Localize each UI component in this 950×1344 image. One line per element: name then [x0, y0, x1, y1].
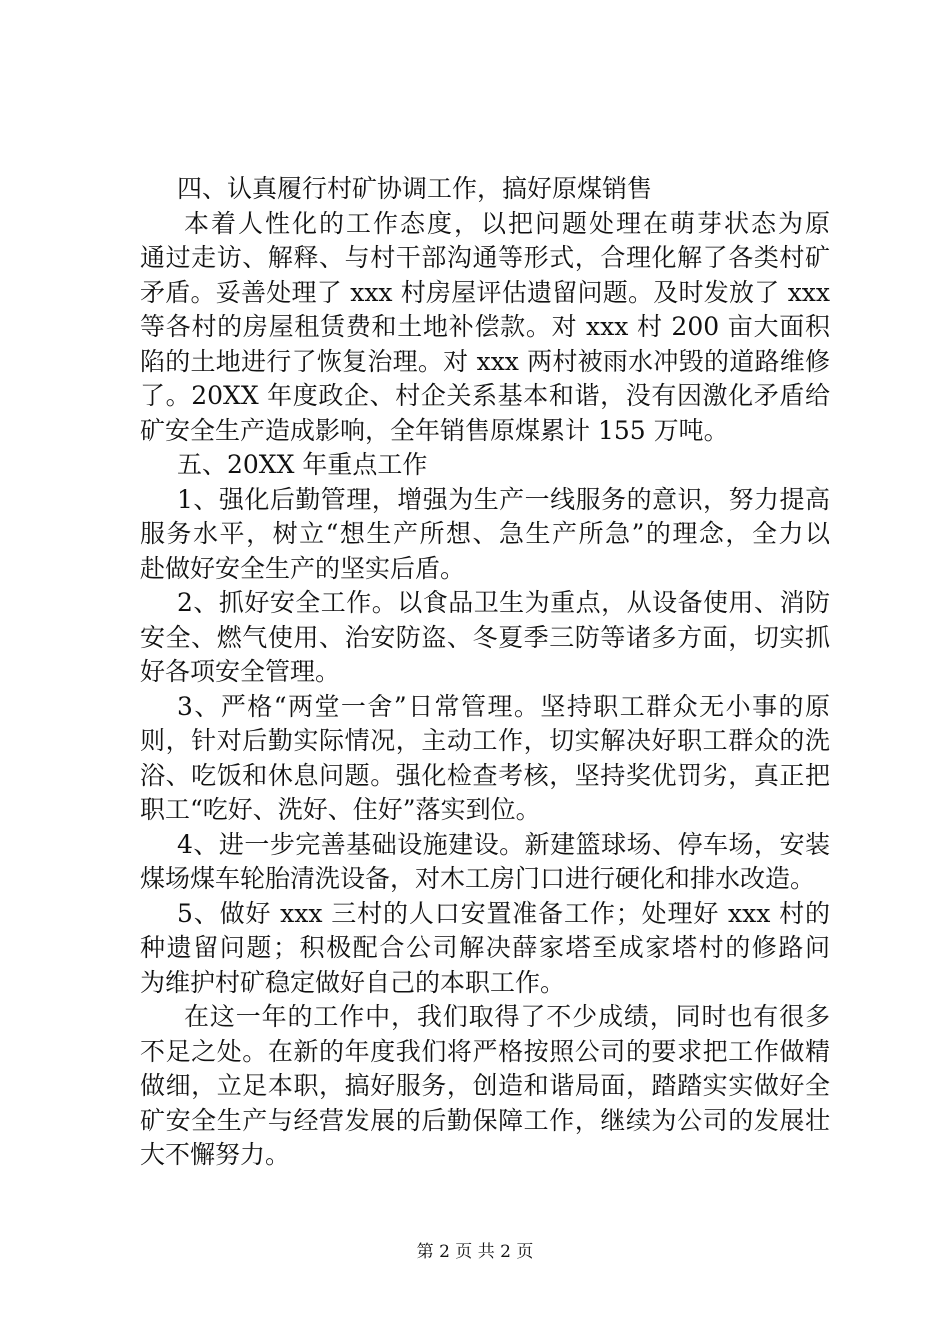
paragraph-line: 2、抓好安全工作。以食品卫生为重点，从设备使用、消防	[177, 588, 830, 617]
paragraph-line: 职工“吃好、洗好、住好”落实到位。	[140, 795, 541, 824]
paragraph-line: 1、强化后勤管理，增强为生产一线服务的意识，努力提高	[177, 484, 830, 514]
document-body	[140, 172, 830, 1173]
paragraph-line: 在这一年的工作中，我们取得了不少成绩，同时也有很多	[184, 1002, 830, 1031]
paragraph-line: 种遗留问题；积极配合公司解决薛家塔至成家塔村的修路问	[140, 933, 830, 962]
paragraph-line: 等各村的房屋租赁费和土地补偿款。对 xxx 村 200 亩大面积	[140, 312, 830, 341]
section-heading: 四、认真履行村矿协调工作，搞好原煤销售	[177, 174, 653, 203]
section-heading: 五、20XX 年重点工作	[177, 450, 428, 479]
paragraph-line: 3、严格“两堂一舍”日常管理。坚持职工群众无小事的原	[177, 691, 830, 721]
paragraph-line: 则，针对后勤实际情况，主动工作，切实解决好职工群众的洗	[140, 726, 830, 755]
paragraph-line: 大不懈努力。	[140, 1140, 291, 1169]
paragraph-line: 服务水平，树立“想生产所想、急生产所急”的理念，全力以	[140, 519, 830, 548]
paragraph-line: 浴、吃饭和休息问题。强化检查考核，坚持奖优罚劣，真正把	[140, 760, 830, 790]
paragraph-line: 陷的土地进行了恢复治理。对 xxx 两村被雨水冲毁的道路维修	[140, 346, 830, 376]
paragraph-line: 安全、燃气使用、治安防盗、冬夏季三防等诸多方面，切实抓	[140, 622, 830, 652]
paragraph-line: 做细，立足本职，搞好服务，创造和谐局面，踏踏实实做好全	[140, 1071, 830, 1100]
paragraph-line: 为维护村矿稳定做好自己的本职工作。	[140, 967, 566, 997]
paragraph-line: 通过走访、解释、与村干部沟通等形式，合理化解了各类村矿	[140, 243, 830, 272]
paragraph-line: 赴做好安全生产的坚实后盾。	[140, 553, 466, 583]
paragraph-line: 矛盾。妥善处理了 xxx 村房屋评估遗留问题。及时发放了 xxx	[140, 277, 830, 307]
paragraph-line: 了。20XX 年度政企、村企关系基本和谐，没有因激化矛盾给	[140, 381, 830, 410]
paragraph-line: 5、做好 xxx 三村的人口安置准备工作；处理好 xxx 村的	[177, 898, 830, 928]
paragraph-line: 煤场煤车轮胎清洗设备，对木工房门口进行硬化和排水改造。	[140, 864, 816, 893]
paragraph-line: 4、进一步完善基础设施建设。新建篮球场、停车场，安装	[177, 829, 830, 859]
page-number-footer: 第 2 页 共 2 页	[416, 1242, 534, 1262]
paragraph-line: 不足之处。在新的年度我们将严格按照公司的要求把工作做精	[140, 1036, 830, 1066]
paragraph-line: 本着人性化的工作态度，以把问题处理在萌芽状态为原	[184, 208, 830, 238]
paragraph-line: 矿安全生产造成影响，全年销售原煤累计 155 万吨。	[140, 415, 729, 445]
paragraph-line: 矿安全生产与经营发展的后勤保障工作，继续为公司的发展壮	[140, 1105, 830, 1135]
paragraph-line: 好各项安全管理。	[140, 657, 341, 686]
